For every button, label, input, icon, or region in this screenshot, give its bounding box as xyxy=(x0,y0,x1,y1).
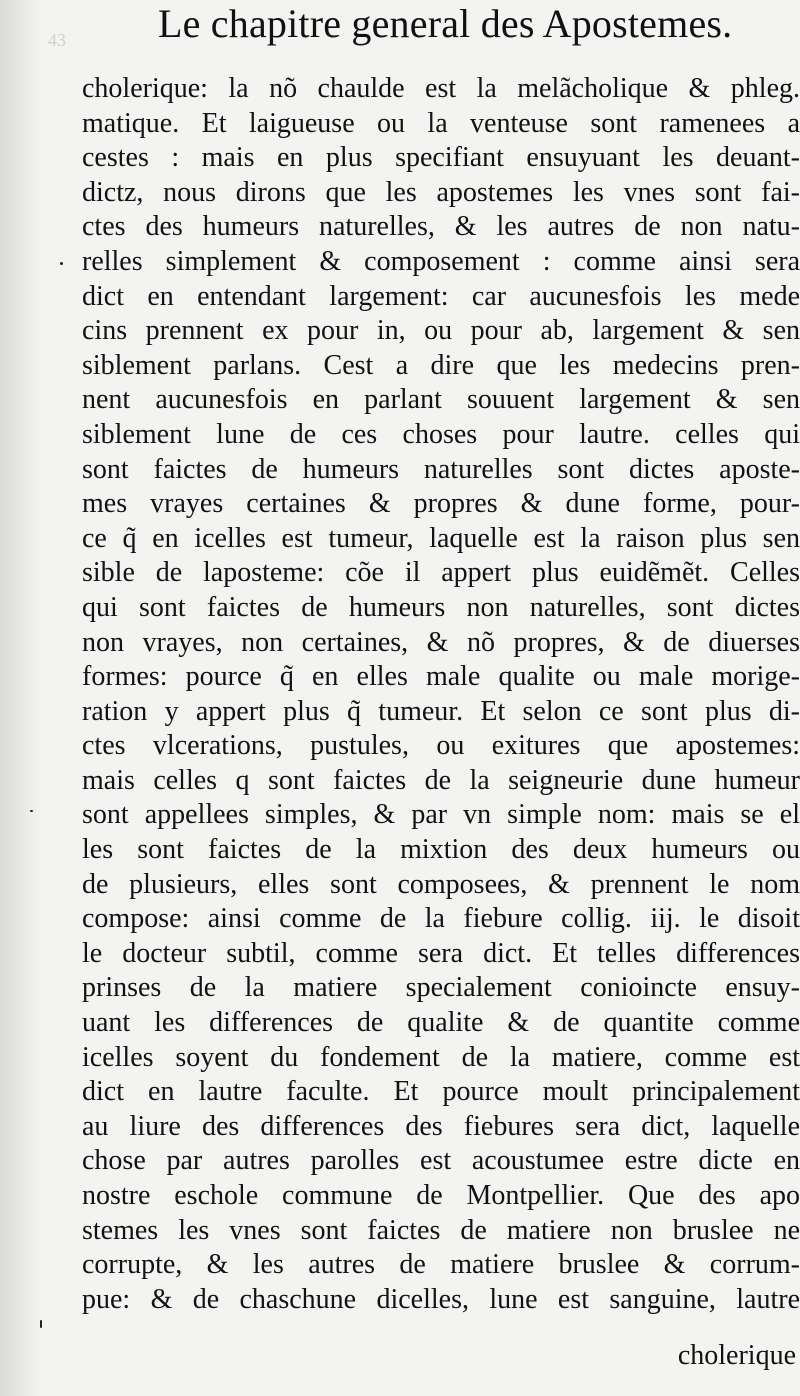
running-title: Le chapitre general des Apostemes. xyxy=(158,1,733,46)
ink-speck xyxy=(60,262,63,265)
text-line: ctes des humeurs naturelles, & les autres de non natu- xyxy=(82,211,800,243)
text-line: formes: pource q̃ en elles male qualite ou male morige- xyxy=(82,661,800,693)
catchword: cholerique xyxy=(677,1340,796,1371)
text-line: icelles soyent du fondement de la matiere, comme est xyxy=(82,1041,800,1073)
text-line: de plusieurs, elles sont composees, & prennent le nom xyxy=(82,868,800,900)
text-line: ce q̃ en icelles est tumeur, laquelle est la raison plus sen xyxy=(82,522,800,554)
text-line: siblement parlans. Cest a dire que les medecins pren- xyxy=(82,349,800,381)
body-text xyxy=(82,72,800,1317)
text-line: matique. Et laigueuse ou la venteuse sont ramenees a xyxy=(82,107,800,139)
text-line: uant les differences de qualite & de quantite comme xyxy=(82,1007,800,1039)
text-line: chose par autres parolles est acoustumee estre dicte en xyxy=(82,1145,800,1177)
text-line: compose: ainsi comme de la fiebure collig. iij. le disoit xyxy=(82,903,800,935)
text-line: sont faictes de humeurs naturelles sont dictes aposte- xyxy=(82,453,800,485)
text-line: sible de laposteme: cõe il appert plus euidẽmẽt. Celles xyxy=(82,557,800,589)
gutter-shadow xyxy=(0,0,40,1396)
ink-speck xyxy=(40,1320,42,1328)
text-line: nostre eschole commune de Montpellier. Que des apo xyxy=(82,1180,800,1211)
text-line: sont appellees simples, & par vn simple nom: mais se el xyxy=(82,799,800,831)
text-line: dictz, nous dirons que les apostemes les vnes sont fai- xyxy=(82,176,800,208)
text-line: les sont faictes de la mixtion des deux humeurs ou xyxy=(82,834,800,866)
text-line: non vrayes, non certaines, & nõ propres, & de diuerses xyxy=(82,626,800,658)
text-line: corrupte, & les autres de matiere bruslee & corrum- xyxy=(82,1249,800,1281)
text-line: mes vrayes certaines & propres & dune forme, pour- xyxy=(82,488,800,520)
text-line: qui sont faictes de humeurs non naturelles, sont dictes xyxy=(82,591,800,623)
text-line: dict en entendant largement: car aucunesfois les mede xyxy=(82,280,800,312)
text-line: cins prennent ex pour in, ou pour ab, largement & sen xyxy=(82,315,800,347)
text-line: relles simplement & composement : comme ainsi sera xyxy=(82,245,800,277)
text-line: ctes vlcerations, pustules, ou exitures que apostemes: xyxy=(82,730,800,762)
text-line: cestes : mais en plus specifiant ensuyuant les deuant- xyxy=(82,142,800,174)
text-line: au liure des differences des fiebures sera dict, laquelle xyxy=(82,1110,800,1142)
text-line: le docteur subtil, comme sera dict. Et telles differences xyxy=(82,937,800,969)
text-line: pue: & de chaschune dicelles, lune est sanguine, lautre xyxy=(82,1283,800,1315)
text-line: ration y appert plus q̃ tumeur. Et selon ce sont plus di- xyxy=(82,695,800,727)
text-line: siblement lune de ces choses pour lautre. celles qui xyxy=(82,418,800,450)
folio-bleed-through: 43 xyxy=(48,30,66,50)
text-line: mais celles q sont faictes de la seigneurie dune humeur xyxy=(82,764,800,796)
text-line: prinses de la matiere specialement conioincte ensuy- xyxy=(82,972,800,1004)
text-line: dict en lautre faculte. Et pource moult principalement xyxy=(82,1076,800,1108)
text-line: nent aucunesfois en parlant souuent largement & sen xyxy=(82,384,800,416)
text-line: stemes les vnes sont faictes de matiere non bruslee ne xyxy=(82,1214,800,1246)
text-line: cholerique: la nõ chaulde est la melãcholique & phleg. xyxy=(82,73,800,104)
ink-speck xyxy=(30,810,33,812)
